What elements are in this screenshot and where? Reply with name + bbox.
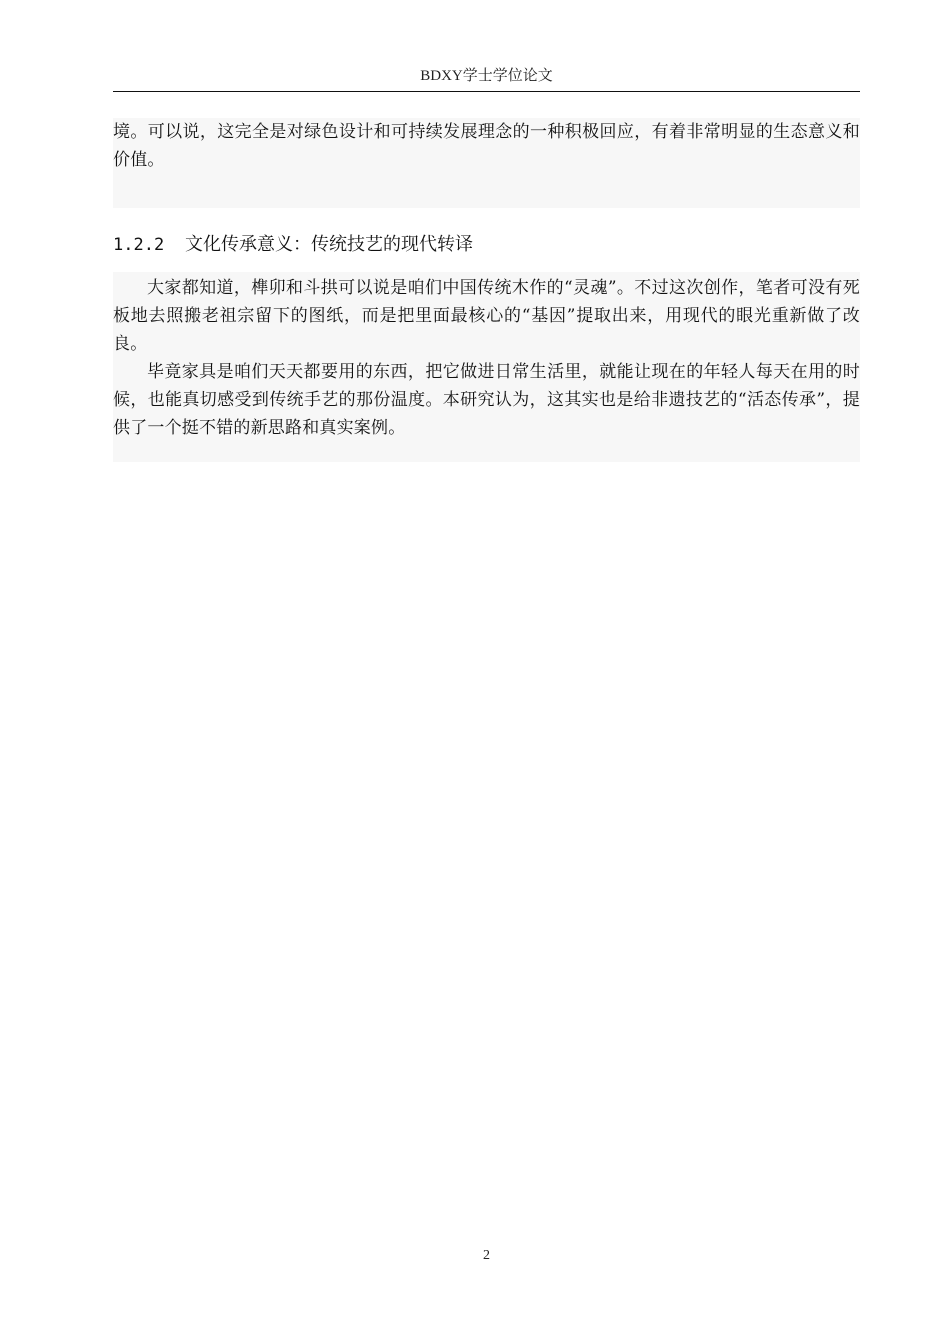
body-paragraph-2: 毕竟家具是咱们天天都要用的东西，把它做进日常生活里，就能让现在的年轻人每天在用的时候，也能真切感受到传统手艺的那份温度。本研究认为，这其实也是给非遗技艺的“活态传承”，提供了一个挺不错的新思路和真实案例。 (113, 362, 860, 438)
page-header: BDXY学士学位论文 (420, 68, 553, 84)
body-paragraph-1: 大家都知道，榫卯和斗拱可以说是咱们中国传统木作的“灵魂”。不过这次创作，笔者可没有死板地去照搬老祖宗留下的图纸，而是把里面最核心的“基因”提取出来，用现代的眼光重新做了改良。 (113, 278, 860, 354)
section-title: 文化传承意义：传统技艺的现代转译 (185, 234, 473, 255)
header-divider (113, 91, 860, 92)
section-number: 1.2.2 (113, 235, 165, 255)
section-body (113, 272, 860, 462)
continuation-paragraph: 境。可以说，这完全是对绿色设计和可持续发展理念的一种积极回应，有着非常明显的生态意义和价值。 (113, 122, 860, 170)
continuation-block (113, 118, 860, 208)
section-heading (113, 232, 860, 258)
page-number: 2 (483, 1248, 490, 1263)
